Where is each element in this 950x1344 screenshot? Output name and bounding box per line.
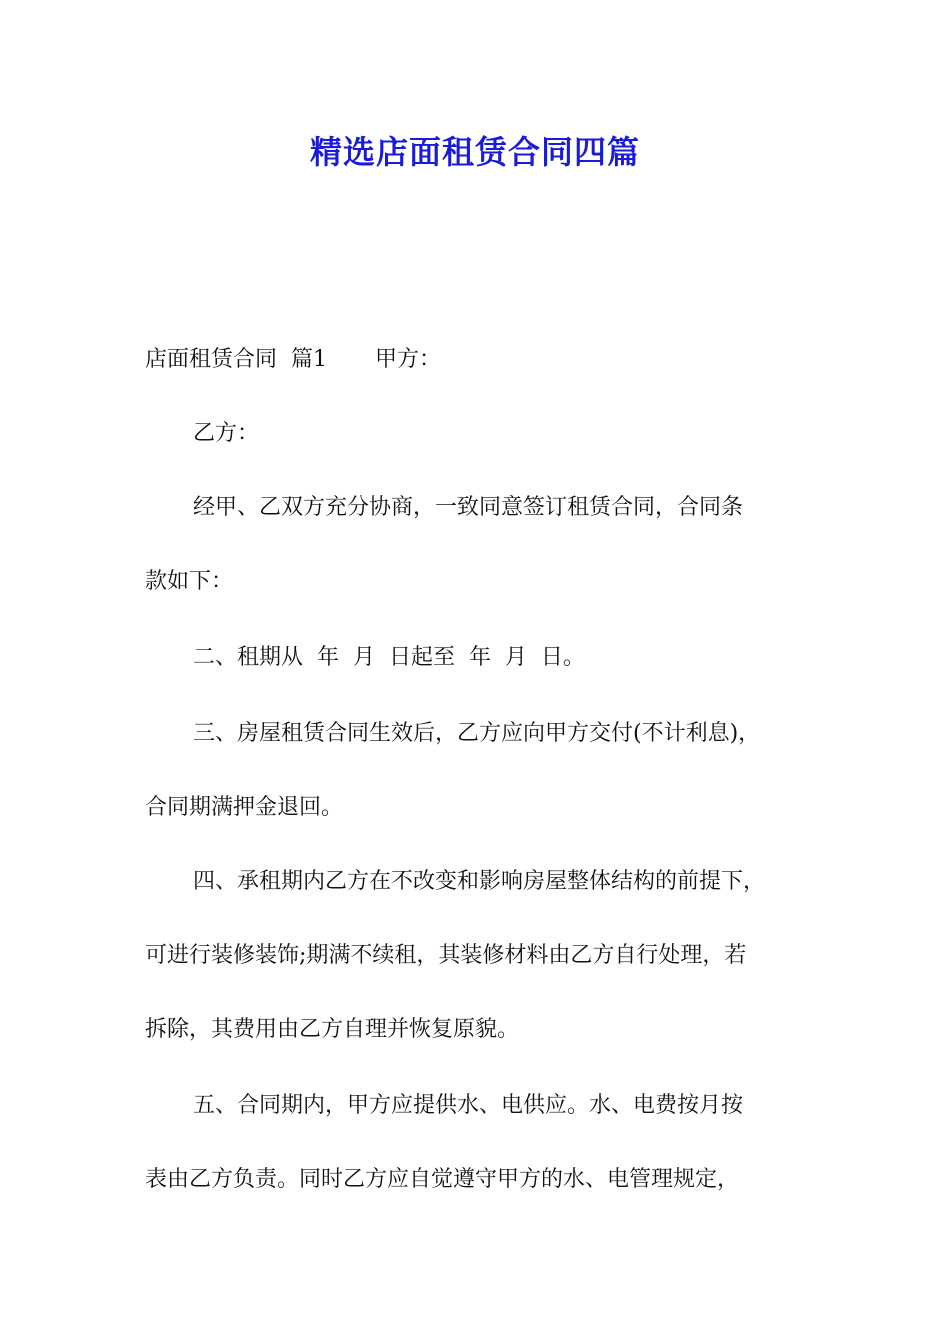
party-b-label: 乙方： — [193, 421, 260, 446]
clause-5-line: 表由乙方负责。同时乙方应自觉遵守甲方的水、电管理规定， — [145, 1167, 740, 1192]
section-header-line — [145, 342, 835, 378]
clause-4-line: 可进行装修装饰;期满不续租，其装修材料由乙方自行处理，若 — [145, 943, 747, 968]
clause-4-line: 四、承租期内乙方在不改变和影响房屋整体结构的前提下， — [193, 869, 766, 894]
clause-3-line: 三、房屋租赁合同生效后，乙方应向甲方交付(不计利息)， — [193, 721, 761, 746]
paragraph-line: 款如下： — [145, 569, 234, 594]
document-title: 精选店面租赁合同四篇 — [309, 133, 640, 171]
clause-2-line: 二、租期从 年 月 日起至 年 月 日。 — [193, 645, 585, 670]
party-a-label: 甲方： — [374, 347, 441, 372]
section-label: 店面租赁合同 篇1 — [145, 347, 327, 372]
clause-4-line: 拆除，其费用由乙方自理并恢复原貌。 — [145, 1017, 520, 1042]
clause-5-line: 五、合同期内，甲方应提供水、电供应。水、电费按月按 — [193, 1093, 744, 1118]
paragraph-line: 经甲、乙双方充分协商，一致同意签订租赁合同，合同条 — [193, 495, 744, 520]
clause-3-line: 合同期满押金退回。 — [145, 795, 344, 820]
